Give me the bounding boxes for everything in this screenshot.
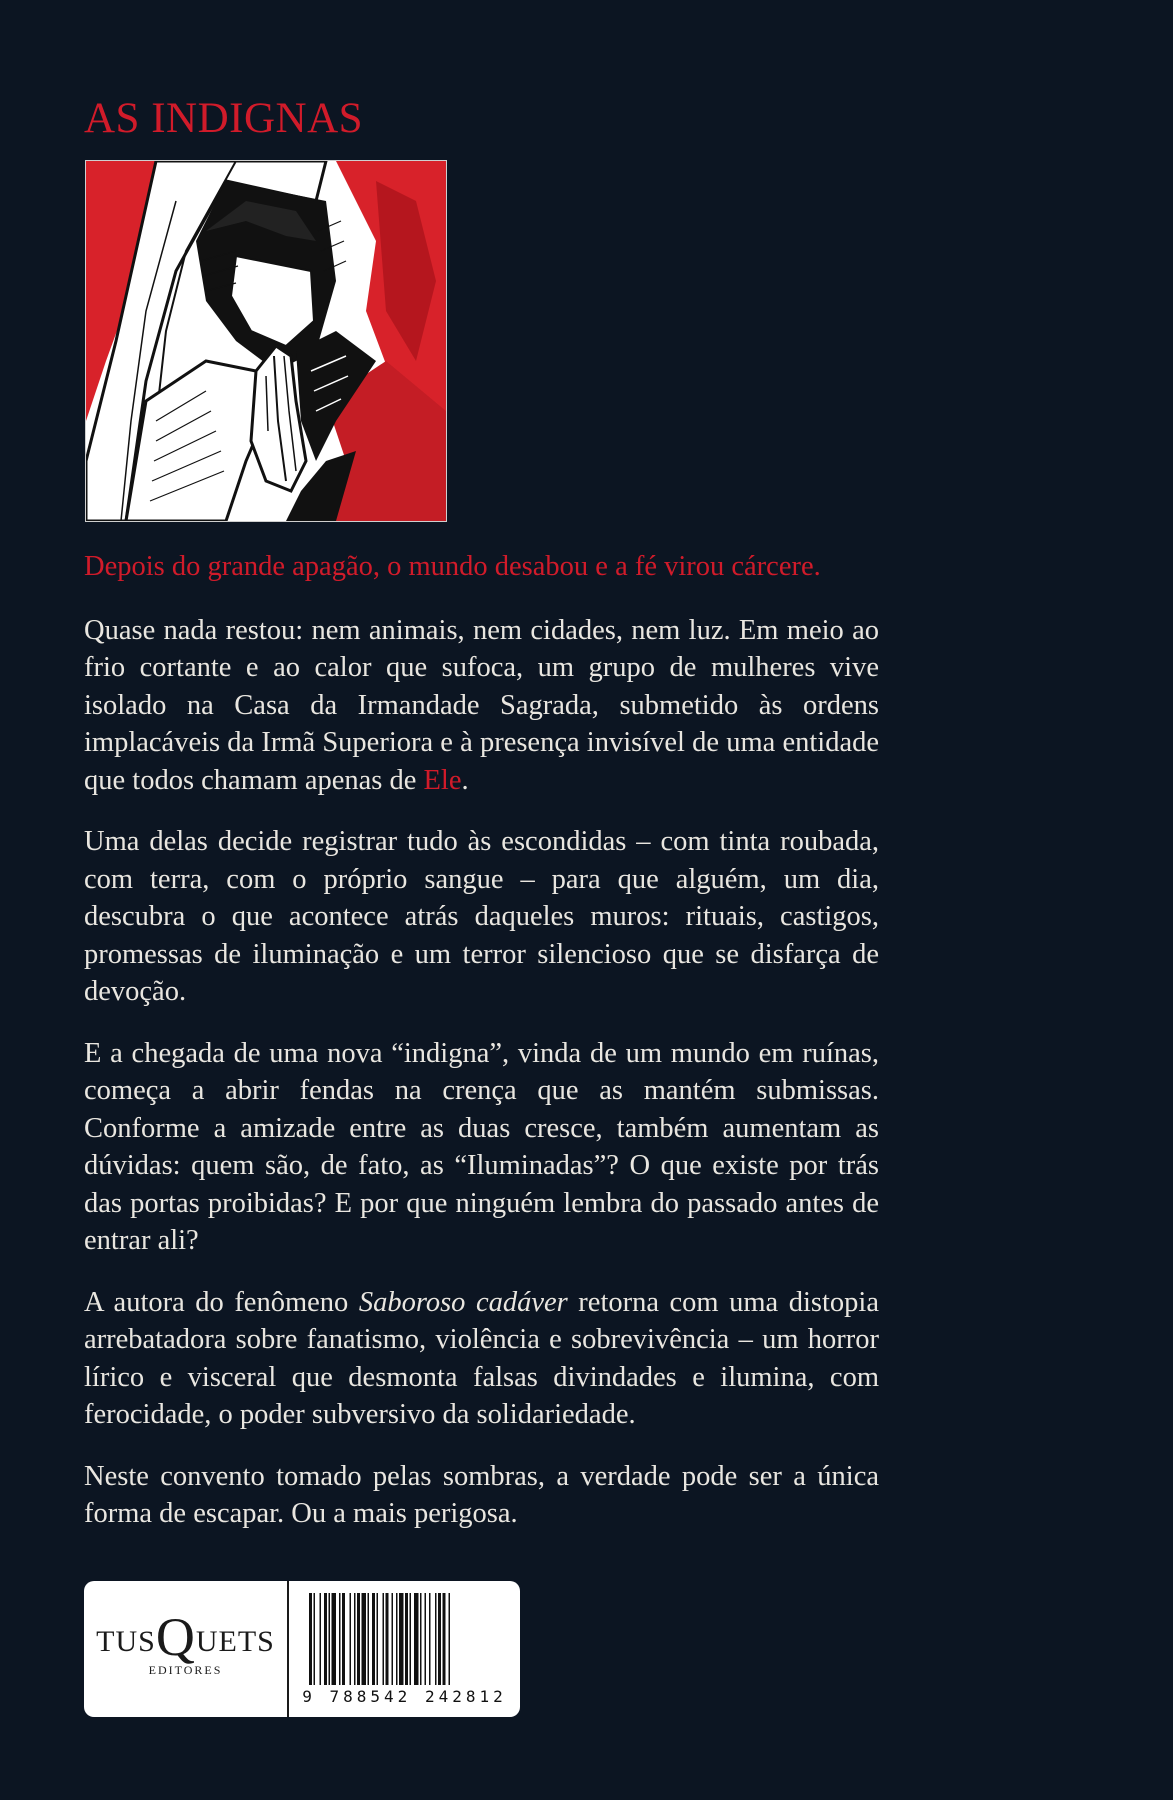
paragraph-1-end: .	[461, 764, 469, 796]
logo-suffix: UETS	[195, 1625, 275, 1658]
publisher-logo-word	[96, 1607, 275, 1667]
paragraph-1	[84, 612, 879, 800]
book-reference: Saboroso cadáver	[358, 1286, 568, 1318]
praying-nun-illustration	[86, 161, 446, 521]
logo-prefix: TUS	[96, 1625, 156, 1658]
paragraph-4-end: retorna com uma distopia arrebatadora sobre fanatismo, violência e sobrevivência – um horror lírico e visceral que desmonta falsas divindades e ilumina, com ferocidade, o poder subversivo da solidariedade.	[84, 1286, 879, 1430]
barcode-area	[289, 1581, 520, 1717]
paragraph-3: E a chegada de uma nova “indigna”, vinda de um mundo em ruínas, começa a abrir fendas na crença que as mantém submissas. Conforme a amizade entre as duas cresce, também aumentam as dúvidas: quem são, de fato, as “Iluminadas”? O que existe por trás das portas proibidas? E por que ninguém lembra do passado antes de entrar ali?	[84, 1037, 879, 1256]
paragraph-4-text: A autora do fenômeno	[84, 1286, 359, 1318]
paragraph-5: Neste convento tomado pelas sombras, a verdade pode ser a única forma de escapar. Ou a mais perigosa.	[84, 1460, 879, 1529]
paragraph-4	[84, 1284, 879, 1434]
publisher-logo-subtitle: EDITORES	[148, 1663, 223, 1677]
publisher-logo	[84, 1581, 289, 1717]
paragraph-2: Uma delas decide registrar tudo às escondidas – com tinta roubada, com terra, com o próprio sangue – para que alguém, um dia, descubra o que acontece atrás daqueles muros: rituais, castigos, promessas de iluminação e um terror silencioso que se disfarça de devoção.	[84, 826, 879, 1007]
paragraph-1-text: Quase nada restou: nem animais, nem cidades, nem luz. Em meio ao frio cortante e ao calor que sufoca, um grupo de mulheres vive isolado na Casa da Irmandade Sagrada, submetido às ordens implacáveis da Irmã Superiora e à presença invisível de uma entidade que todos chamam apenas de	[84, 614, 879, 796]
cover-illustration	[85, 160, 447, 522]
synopsis	[84, 548, 879, 1557]
barcode-icon	[305, 1593, 505, 1685]
logo-big-letter: Q	[155, 1607, 196, 1667]
book-title: AS INDIGNAS	[84, 95, 364, 142]
publisher-barcode-label	[84, 1581, 520, 1717]
tagline: Depois do grande apagão, o mundo desabou e a fé virou cárcere.	[84, 551, 821, 582]
isbn-digits: 9 788542 242812	[302, 1686, 507, 1706]
highlighted-word: Ele	[423, 764, 462, 796]
